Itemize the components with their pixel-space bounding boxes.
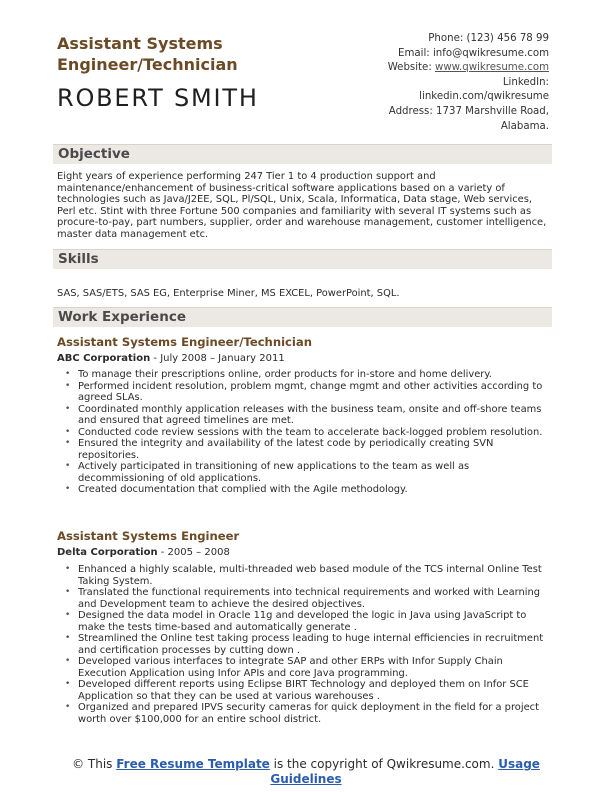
list-item: • Translated the functional requirements into technical requirements and worked with Learning and Development team to achieve the desired objectives.	[57, 587, 553, 610]
list-item: • Designed the data model in Oracle 11g and developed the logic in Java using JavaScript to make the tests time-based and automatically generate .	[57, 610, 553, 633]
skills-text: SAS, SAS/ETS, SAS EG, Enterprise Miner, MS EXCEL, PowerPoint, SQL.	[57, 288, 400, 299]
list-item: • Created documentation that complied with the Agile methodology.	[57, 484, 553, 496]
list-item: • Ensured the integrity and availability of the latest code by periodically creating SVN repositories.	[57, 438, 553, 461]
website-link[interactable]: www.qwikresume.com	[434, 62, 549, 74]
list-item: • Coordinated monthly application releases with the business team, onsite and off-shore teams and ensured that agreed timelines are met.	[57, 404, 553, 427]
list-item: • Developed various interfaces to integrate SAP and other ERPs with Infor Supply Chain Execution Application using Infor APIs and core Java programming.	[57, 656, 553, 679]
footer-middle: is the copyright of Qwikresume.com.	[269, 757, 499, 771]
job-2-company: Delta Corporation	[57, 547, 158, 558]
work-heading: Work Experience	[58, 309, 186, 325]
list-item: • Organized and prepared IPVS security cameras for quick deployment in the field for a project worth over $100,000 for an entire school district.	[57, 702, 553, 725]
contact-address-line2: Alabama.	[500, 120, 549, 132]
free-resume-template-link[interactable]: Free Resume Template	[116, 757, 270, 771]
list-item: • Actively participated in transitioning of new applications to the team as well as decommissioning of old applications.	[57, 461, 553, 484]
skills-section-header	[53, 249, 552, 269]
usage-guidelines-link[interactable]: Usage Guidelines	[270, 757, 540, 786]
job-1-title: Assistant Systems Engineer/Technician	[57, 335, 312, 349]
objective-text: Eight years of experience performing 247 Tier 1 to 4 production support and maintenance/enhancement of business-critical software applications based on a variety of technologies such as Java/J2EE, SQL, Pl/SQL, Unix, Scala, Informatica, Data stage, Web services, Perl etc. Stint with three Fortune 500 companies and familiarity with several IT systems such as procure-to-pay, part numbers, supplier, order and warehouse management, customer intelligence, master data management etc.	[57, 171, 547, 240]
skills-heading: Skills	[58, 251, 99, 267]
job-1-bullets	[57, 369, 553, 496]
work-section-header	[53, 307, 552, 327]
job-title: Assistant Systems Engineer/Technician	[57, 34, 238, 74]
list-item: • Conducted code review sessions with the team to accelerate back-logged problem resolution.	[57, 427, 553, 439]
job-1-company: ABC Corporation	[57, 353, 151, 364]
objective-heading: Objective	[58, 146, 130, 162]
list-item: • To manage their prescriptions online, order products for in-store and home delivery.	[57, 369, 553, 381]
contact-block	[299, 32, 549, 134]
candidate-name: ROBERT SMITH	[57, 84, 259, 112]
footer-prefix: © This	[72, 757, 117, 771]
contact-linkedin-label: LinkedIn:	[502, 76, 549, 88]
contact-email: Email: info@qwikresume.com	[398, 47, 549, 59]
job-2-dates: - 2005 – 2008	[157, 547, 230, 558]
contact-phone: Phone: (123) 456 78 99	[428, 33, 549, 44]
objective-section-header	[53, 144, 552, 164]
list-item: • Enhanced a highly scalable, multi-threaded web based module of the TCS internal Online Test Taking System.	[57, 564, 553, 587]
contact-website	[299, 61, 549, 76]
job-1-dates: - July 2008 – January 2011	[150, 353, 285, 364]
footer	[57, 757, 555, 786]
job-1-company-line	[57, 353, 285, 364]
contact-address-line1: Address: 1737 Marshville Road,	[388, 105, 549, 117]
job-2-title: Assistant Systems Engineer	[57, 529, 240, 543]
job-2-bullets	[57, 564, 553, 725]
list-item: • Performed incident resolution, problem mgmt, change mgmt and other activities according to agreed SLAs.	[57, 381, 553, 404]
contact-linkedin-value: linkedin.com/qwikresume	[419, 91, 549, 103]
list-item: • Developed different reports using Eclipse BIRT Technology and deployed them on Infor SCE Application so that they can be used at various warehouses .	[57, 679, 553, 702]
list-item: • Streamlined the Online test taking process leading to huge internal efficiencies in recruitment and certification processes by cutting down .	[57, 633, 553, 656]
contact-website-label: Website:	[387, 62, 435, 74]
job-2-company-line	[57, 547, 230, 558]
